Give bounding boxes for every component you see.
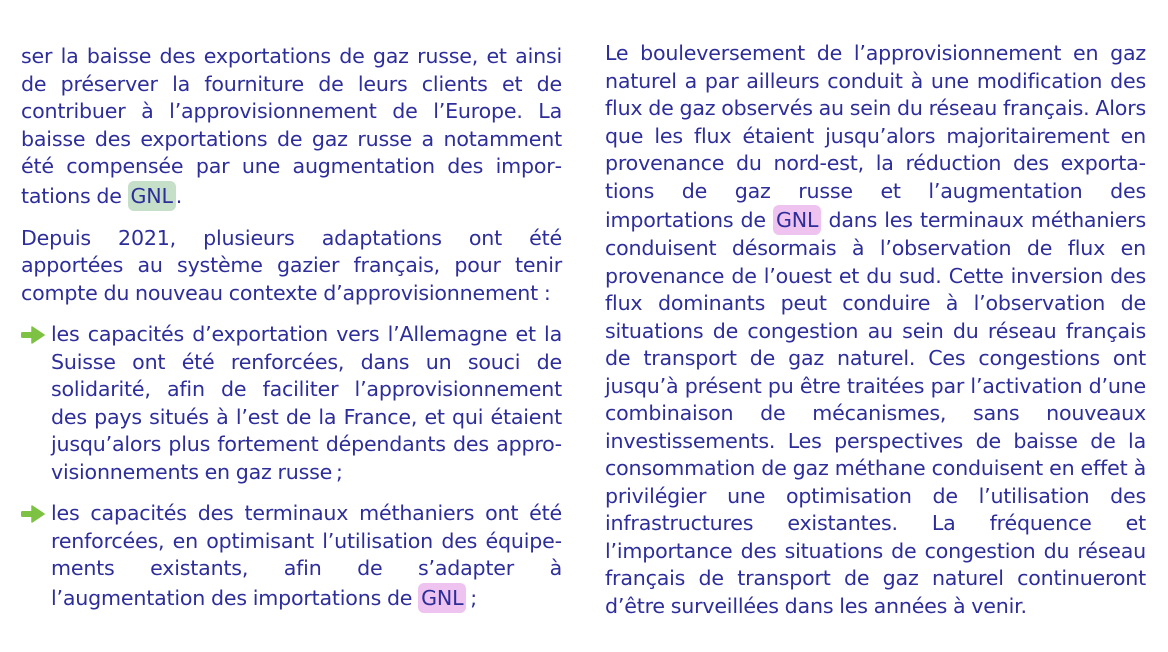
left-column: [21, 40, 562, 627]
arrow-right-icon: [21, 505, 45, 523]
intro-paragraph: [21, 43, 562, 211]
adaptations-paragraph: Depuis 2021, plusieurs adaptations ont été apportées au système gazier français, pour tenir compte du nouveau contexte d’approvisionnement :: [21, 225, 562, 305]
intro-text: ser la baisse des exportations de gaz russe, et ainsi de préserver la fourniture de leurs clients et de contribuer à l’approvisionnement de l’Europe. La baisse des exportations de gaz russe a notamment été compensée par une augmentation des importations de: [21, 44, 562, 208]
list-item-text: [51, 321, 562, 486]
arrow-right-icon: [21, 326, 45, 344]
list-item: [21, 500, 562, 613]
list-item-body: les capacités d’exportation vers l’Allemagne et la Suisse ont été renforcées, dans un souci de solidarité, afin de faciliter l’approvisionnement des pays situés à l’est de la France, et qui étaient jusqu’alors plus fortement dépendants des approvisionnements en gaz russe ;: [51, 322, 562, 484]
flows-text-before: Le bouleversement de l’approvisionnement en gaz naturel a par ailleurs conduit à une modification des flux de gaz observés au sein du réseau français. Alors que les flux étaient jusqu’alors majoritairement en provenance du nord-est, la réduction des exportations de gaz russe et l’augmentation des importations de: [605, 41, 1146, 232]
right-column: [605, 40, 1146, 620]
gnl-term-highlight: GNL: [418, 583, 466, 613]
list-item: [21, 321, 562, 486]
adaptations-list: [21, 321, 562, 613]
intro-end: .: [175, 183, 183, 208]
flows-paragraph: [605, 40, 1146, 620]
gnl-term-highlight: GNL: [773, 205, 821, 235]
list-item-text: [51, 500, 562, 613]
gnl-term-highlight: GNL: [128, 181, 176, 211]
list-item-body: les capacités des terminaux méthaniers ont été renforcées, en optimisant l’utilisation des équipements existants, afin de s’adapter à l’augmentation des importations de: [51, 501, 562, 610]
list-item-end: ;: [466, 585, 478, 610]
flows-text-after: dans les terminaux méthaniers conduisent désormais à l’observation de flux en provenance de l’ouest et du sud. Cette inversion des flux dominants peut conduire à l’observation de situations de congestion au sein du réseau français de transport de gaz naturel. Ces congestions ont jusqu’à présent pu être traitées par l’activation d’une combinaison de mécanismes, sans nouveaux investissements. Les perspectives de baisse de la consommation de gaz méthane conduisent en effet à privilégier une optimisation de l’utilisation des infrastructures existantes. La fréquence et l’importance des situations de congestion du réseau français de transport de gaz naturel continueront d’être surveillées dans les années à venir.: [605, 208, 1146, 618]
